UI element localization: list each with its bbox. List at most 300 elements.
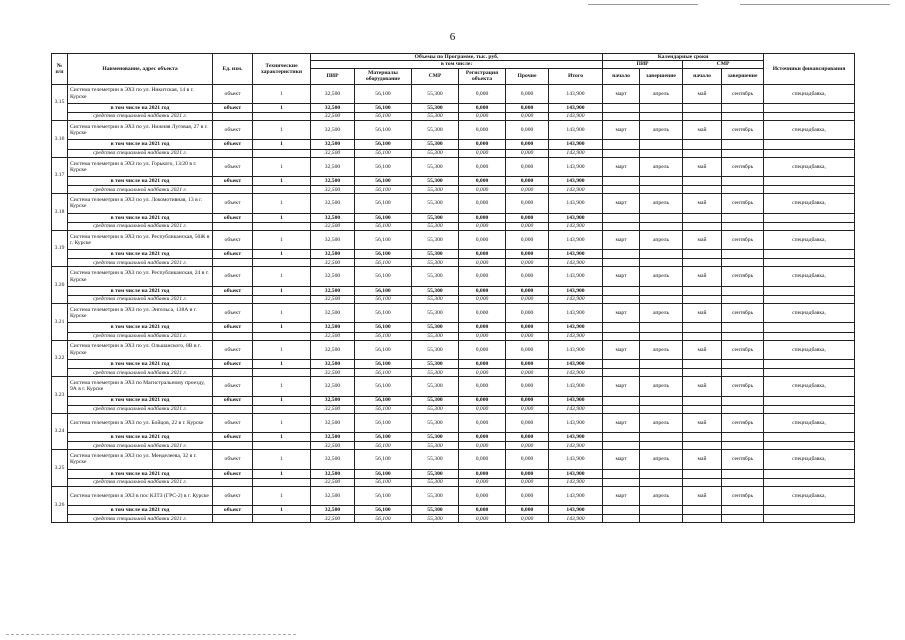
empty-cell (640, 140, 683, 149)
table-row-2021 (52, 469, 855, 478)
unit-cell: объект (213, 413, 253, 432)
object-name: Система телеметрии в ЭХЗ по ул. Ольшанского, 8В в г. Курске (68, 340, 213, 359)
header-smr: СМР (412, 68, 459, 84)
table-row-2021 (52, 433, 855, 442)
table-row-source (52, 259, 855, 267)
empty-cell (764, 405, 855, 413)
value-pir: 32,500 (311, 194, 355, 213)
empty-cell (683, 286, 722, 295)
empty-cell (764, 286, 855, 295)
row-number: 3.19 (52, 230, 68, 267)
value-smr: 55,300 (412, 84, 459, 103)
top-scan-line (588, 4, 698, 5)
value-pir: 32,500 (311, 323, 355, 332)
tech-cell: 1 (253, 469, 311, 478)
value-total: 143,900 (549, 230, 603, 249)
empty-cell (764, 213, 855, 222)
value-total: 143,900 (549, 303, 603, 322)
empty-cell (603, 113, 640, 121)
object-name: Система телеметрии в ЭХЗ по ул. Энгельса, 138А в г. Курске (68, 303, 213, 322)
value-total: 143,900 (549, 405, 603, 413)
unit-cell: объект (213, 213, 253, 222)
empty-cell (722, 323, 764, 332)
value-materials: 56,100 (355, 478, 412, 486)
value-smr: 55,300 (412, 396, 459, 405)
empty-cell (722, 369, 764, 377)
tech-cell: 1 (253, 413, 311, 432)
value-other: 0,000 (506, 486, 549, 505)
unit-cell: объект (213, 359, 253, 368)
tech-cell: 1 (253, 84, 311, 103)
value-registration: 0,000 (459, 442, 506, 450)
empty-cell (640, 506, 683, 515)
value-registration: 0,000 (459, 359, 506, 368)
table-row-source (52, 442, 855, 450)
value-registration: 0,000 (459, 84, 506, 103)
date-smr-start: май (683, 84, 722, 103)
value-materials: 56,100 (355, 450, 412, 469)
tech-cell: 1 (253, 103, 311, 112)
empty-cell (603, 332, 640, 340)
value-total: 143,900 (549, 369, 603, 377)
value-total: 143,900 (549, 469, 603, 478)
empty-cell (683, 506, 722, 515)
value-smr: 55,300 (412, 295, 459, 303)
empty-cell (683, 295, 722, 303)
value-smr: 55,300 (412, 186, 459, 194)
empty-cell (640, 103, 683, 112)
empty-cell (764, 113, 855, 121)
table-row (52, 84, 855, 103)
empty-cell (213, 515, 253, 523)
empty-cell (213, 405, 253, 413)
source-cell: спецнадбавка, (764, 303, 855, 322)
tech-cell: 1 (253, 121, 311, 140)
empty-cell (603, 103, 640, 112)
value-materials: 56,100 (355, 194, 412, 213)
value-materials: 56,100 (355, 84, 412, 103)
value-registration: 0,000 (459, 222, 506, 230)
header-pir: ПИР (311, 68, 355, 84)
value-other: 0,000 (506, 149, 549, 157)
empty-cell (253, 186, 311, 194)
object-name: Система телеметрии в ЭХЗ по Магистральному проезду, 9А в г. Курске (68, 377, 213, 396)
value-registration: 0,000 (459, 340, 506, 359)
value-registration: 0,000 (459, 295, 506, 303)
empty-cell (764, 469, 855, 478)
value-other: 0,000 (506, 177, 549, 186)
value-smr: 55,300 (412, 213, 459, 222)
tech-cell: 1 (253, 396, 311, 405)
date-pir-finish: апрель (640, 340, 683, 359)
empty-cell (683, 250, 722, 259)
empty-cell (722, 405, 764, 413)
value-other: 0,000 (506, 369, 549, 377)
table-row-source (52, 405, 855, 413)
value-total: 143,900 (549, 213, 603, 222)
date-pir-start: март (603, 486, 640, 505)
value-materials: 56,100 (355, 405, 412, 413)
table-row (52, 121, 855, 140)
date-pir-start: март (603, 340, 640, 359)
date-smr-start: май (683, 157, 722, 176)
value-total: 143,900 (549, 103, 603, 112)
empty-cell (683, 442, 722, 450)
date-smr-finish: сентябрь (722, 377, 764, 396)
value-materials: 56,100 (355, 230, 412, 249)
date-pir-finish: апрель (640, 230, 683, 249)
value-smr: 55,300 (412, 515, 459, 523)
value-registration: 0,000 (459, 405, 506, 413)
empty-cell (640, 259, 683, 267)
date-smr-start: май (683, 267, 722, 286)
table-row-source (52, 113, 855, 121)
value-other: 0,000 (506, 413, 549, 432)
table-row-source (52, 149, 855, 157)
value-registration: 0,000 (459, 194, 506, 213)
value-total: 143,900 (549, 259, 603, 267)
sub-label: в том числе на 2021 год (68, 469, 213, 478)
table-row-2021 (52, 396, 855, 405)
tech-cell: 1 (253, 433, 311, 442)
date-smr-start: май (683, 377, 722, 396)
value-total: 143,900 (549, 286, 603, 295)
object-name: Система телеметрии в ЭХЗ по ул. Республиканская, 50Ж в г. Курске (68, 230, 213, 249)
empty-cell (722, 506, 764, 515)
empty-cell (764, 103, 855, 112)
empty-cell (640, 222, 683, 230)
value-registration: 0,000 (459, 103, 506, 112)
value-other: 0,000 (506, 442, 549, 450)
header-tech: Технические характеристики (253, 54, 311, 85)
value-total: 143,900 (549, 442, 603, 450)
sub-label: в том числе на 2021 год (68, 250, 213, 259)
empty-cell (764, 186, 855, 194)
empty-cell (213, 369, 253, 377)
empty-cell (683, 259, 722, 267)
empty-cell (603, 286, 640, 295)
value-materials: 56,100 (355, 469, 412, 478)
empty-cell (683, 149, 722, 157)
empty-cell (722, 259, 764, 267)
date-pir-finish: апрель (640, 413, 683, 432)
empty-cell (213, 113, 253, 121)
value-total: 143,900 (549, 84, 603, 103)
header-smr-finish: завершение (722, 68, 764, 84)
source-label: средства специальной надбавки 2021 г. (68, 369, 213, 377)
value-other: 0,000 (506, 121, 549, 140)
value-registration: 0,000 (459, 213, 506, 222)
value-registration: 0,000 (459, 486, 506, 505)
value-smr: 55,300 (412, 230, 459, 249)
empty-cell (683, 478, 722, 486)
empty-cell (722, 433, 764, 442)
row-number: 3.21 (52, 303, 68, 340)
empty-cell (603, 295, 640, 303)
empty-cell (722, 213, 764, 222)
value-materials: 56,100 (355, 323, 412, 332)
value-smr: 55,300 (412, 259, 459, 267)
source-label: средства специальной надбавки 2021 г. (68, 515, 213, 523)
empty-cell (213, 442, 253, 450)
date-pir-start: март (603, 121, 640, 140)
empty-cell (603, 323, 640, 332)
unit-cell: объект (213, 157, 253, 176)
value-other: 0,000 (506, 469, 549, 478)
empty-cell (253, 149, 311, 157)
empty-cell (764, 149, 855, 157)
value-pir: 32,500 (311, 303, 355, 322)
empty-cell (764, 506, 855, 515)
top-scan-line (740, 4, 890, 5)
value-smr: 55,300 (412, 450, 459, 469)
source-cell: спецнадбавка, (764, 377, 855, 396)
value-registration: 0,000 (459, 433, 506, 442)
empty-cell (764, 250, 855, 259)
empty-cell (722, 515, 764, 523)
row-number: 3.15 (52, 84, 68, 121)
value-pir: 32,500 (311, 405, 355, 413)
date-smr-finish: сентябрь (722, 194, 764, 213)
date-smr-start: май (683, 303, 722, 322)
empty-cell (603, 213, 640, 222)
empty-cell (683, 433, 722, 442)
sub-label: в том числе на 2021 год (68, 359, 213, 368)
unit-cell: объект (213, 267, 253, 286)
value-pir: 32,500 (311, 442, 355, 450)
table-row-2021 (52, 213, 855, 222)
value-other: 0,000 (506, 340, 549, 359)
date-pir-start: март (603, 303, 640, 322)
value-total: 143,900 (549, 222, 603, 230)
table-row-source (52, 295, 855, 303)
value-registration: 0,000 (459, 413, 506, 432)
source-label: средства специальной надбавки 2021 г. (68, 295, 213, 303)
source-label: средства специальной надбавки 2021 г. (68, 113, 213, 121)
table-row-2021 (52, 286, 855, 295)
value-smr: 55,300 (412, 433, 459, 442)
unit-cell: объект (213, 433, 253, 442)
empty-cell (603, 506, 640, 515)
empty-cell (253, 113, 311, 121)
source-cell: спецнадбавка, (764, 340, 855, 359)
unit-cell: объект (213, 194, 253, 213)
table-row-2021 (52, 250, 855, 259)
empty-cell (603, 259, 640, 267)
empty-cell (683, 140, 722, 149)
value-smr: 55,300 (412, 486, 459, 505)
tech-cell: 1 (253, 267, 311, 286)
empty-cell (764, 359, 855, 368)
header-smr-dates: СМР (683, 61, 764, 68)
unit-cell: объект (213, 450, 253, 469)
table-row (52, 230, 855, 249)
value-pir: 32,500 (311, 177, 355, 186)
sub-label: в том числе на 2021 год (68, 286, 213, 295)
value-materials: 56,100 (355, 103, 412, 112)
value-other: 0,000 (506, 222, 549, 230)
value-registration: 0,000 (459, 140, 506, 149)
header-name: Наименование, адрес объекта (68, 54, 213, 85)
header-registration: Регистрация объекта (459, 68, 506, 84)
value-other: 0,000 (506, 84, 549, 103)
value-materials: 56,100 (355, 157, 412, 176)
unit-cell: объект (213, 121, 253, 140)
header-pir-start: начало (603, 68, 640, 84)
value-materials: 56,100 (355, 506, 412, 515)
source-label: средства специальной надбавки 2021 г. (68, 186, 213, 194)
value-pir: 32,500 (311, 340, 355, 359)
table-row (52, 486, 855, 505)
empty-cell (640, 396, 683, 405)
value-other: 0,000 (506, 433, 549, 442)
empty-cell (640, 442, 683, 450)
value-other: 0,000 (506, 506, 549, 515)
table-row-source (52, 186, 855, 194)
table-row (52, 340, 855, 359)
unit-cell: объект (213, 396, 253, 405)
value-total: 143,900 (549, 332, 603, 340)
object-name: Система телеметрии в ЭХЗ по ул. Локомотивная, 13 в г. Курске (68, 194, 213, 213)
value-smr: 55,300 (412, 157, 459, 176)
header-materials: Материалы оборудование (355, 68, 412, 84)
object-name: Система телеметрии в ЭХЗ по ул. Нижняя Луговая, 27 в г. Курске (68, 121, 213, 140)
empty-cell (722, 396, 764, 405)
empty-cell (640, 186, 683, 194)
empty-cell (683, 323, 722, 332)
value-materials: 56,100 (355, 486, 412, 505)
date-pir-start: март (603, 450, 640, 469)
date-smr-start: май (683, 340, 722, 359)
value-smr: 55,300 (412, 267, 459, 286)
empty-cell (683, 177, 722, 186)
value-total: 143,900 (549, 478, 603, 486)
empty-cell (764, 295, 855, 303)
date-pir-start: март (603, 194, 640, 213)
source-cell: спецнадбавка, (764, 230, 855, 249)
tech-cell: 1 (253, 323, 311, 332)
empty-cell (640, 149, 683, 157)
date-smr-finish: сентябрь (722, 157, 764, 176)
value-materials: 56,100 (355, 140, 412, 149)
empty-cell (640, 177, 683, 186)
value-registration: 0,000 (459, 450, 506, 469)
table-row-source (52, 332, 855, 340)
empty-cell (683, 213, 722, 222)
table-row-source (52, 478, 855, 486)
date-smr-start: май (683, 413, 722, 432)
value-materials: 56,100 (355, 250, 412, 259)
unit-cell: объект (213, 140, 253, 149)
row-number: 3.22 (52, 340, 68, 377)
value-smr: 55,300 (412, 149, 459, 157)
value-registration: 0,000 (459, 230, 506, 249)
empty-cell (640, 515, 683, 523)
date-smr-finish: сентябрь (722, 230, 764, 249)
date-pir-start: март (603, 267, 640, 286)
table-row (52, 377, 855, 396)
date-smr-finish: сентябрь (722, 303, 764, 322)
unit-cell: объект (213, 230, 253, 249)
value-other: 0,000 (506, 405, 549, 413)
empty-cell (722, 177, 764, 186)
value-total: 143,900 (549, 359, 603, 368)
value-pir: 32,500 (311, 332, 355, 340)
source-label: средства специальной надбавки 2021 г. (68, 442, 213, 450)
value-pir: 32,500 (311, 157, 355, 176)
value-other: 0,000 (506, 213, 549, 222)
empty-cell (253, 295, 311, 303)
page-number: 6 (449, 31, 456, 43)
value-materials: 56,100 (355, 332, 412, 340)
value-total: 143,900 (549, 177, 603, 186)
value-registration: 0,000 (459, 267, 506, 286)
empty-cell (764, 396, 855, 405)
bottom-scan-line (6, 634, 296, 635)
value-materials: 56,100 (355, 177, 412, 186)
value-materials: 56,100 (355, 149, 412, 157)
header-num: № п/п (52, 54, 68, 85)
value-other: 0,000 (506, 478, 549, 486)
empty-cell (764, 259, 855, 267)
value-materials: 56,100 (355, 515, 412, 523)
source-label: средства специальной надбавки 2021 г. (68, 149, 213, 157)
value-other: 0,000 (506, 396, 549, 405)
row-number: 3.24 (52, 413, 68, 450)
value-registration: 0,000 (459, 303, 506, 322)
value-registration: 0,000 (459, 286, 506, 295)
value-other: 0,000 (506, 332, 549, 340)
value-other: 0,000 (506, 450, 549, 469)
value-pir: 32,500 (311, 515, 355, 523)
value-materials: 56,100 (355, 433, 412, 442)
empty-cell (722, 222, 764, 230)
value-total: 143,900 (549, 149, 603, 157)
date-smr-start: май (683, 486, 722, 505)
value-smr: 55,300 (412, 286, 459, 295)
unit-cell: объект (213, 377, 253, 396)
source-cell: спецнадбавка, (764, 486, 855, 505)
value-registration: 0,000 (459, 369, 506, 377)
empty-cell (722, 478, 764, 486)
empty-cell (603, 222, 640, 230)
value-total: 143,900 (549, 413, 603, 432)
empty-cell (764, 478, 855, 486)
value-registration: 0,000 (459, 259, 506, 267)
empty-cell (603, 442, 640, 450)
source-label: средства специальной надбавки 2021 г. (68, 405, 213, 413)
row-number: 3.23 (52, 377, 68, 414)
value-other: 0,000 (506, 377, 549, 396)
value-smr: 55,300 (412, 506, 459, 515)
header-total: Итого (549, 68, 603, 84)
empty-cell (764, 332, 855, 340)
value-registration: 0,000 (459, 186, 506, 194)
empty-cell (640, 332, 683, 340)
date-pir-finish: апрель (640, 377, 683, 396)
date-smr-start: май (683, 121, 722, 140)
empty-cell (764, 323, 855, 332)
date-pir-finish: апрель (640, 121, 683, 140)
empty-cell (764, 442, 855, 450)
empty-cell (683, 222, 722, 230)
empty-cell (253, 369, 311, 377)
value-smr: 55,300 (412, 332, 459, 340)
date-pir-start: март (603, 157, 640, 176)
object-name: Система телеметрии в ЭХЗ по ул. Республиканская, 24 в г. Курске (68, 267, 213, 286)
date-pir-start: март (603, 230, 640, 249)
row-number: 3.20 (52, 267, 68, 304)
